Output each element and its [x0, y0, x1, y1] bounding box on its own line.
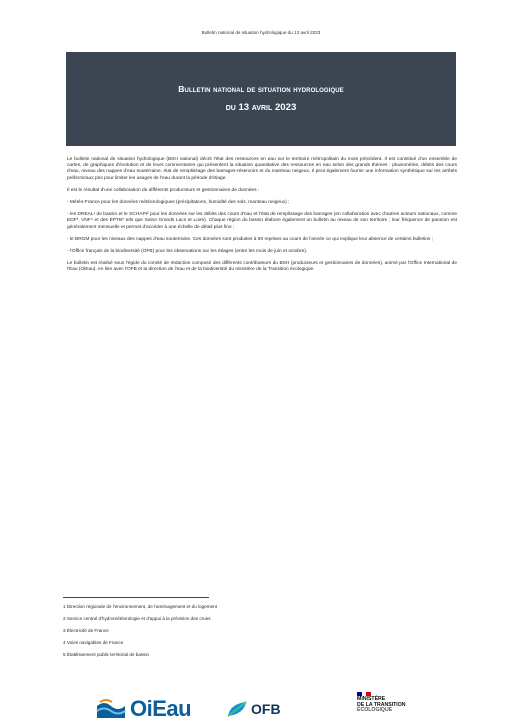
oieau-logo [96, 696, 191, 722]
running-header: Bulletin national de situation hydrologique du 13 avril 2023 [201, 30, 321, 35]
footnote: 1 Direction régionale de l'environnement, de l'aménagement et du logement [63, 604, 217, 609]
oieau-wave-icon [96, 698, 126, 720]
ministere-logo [357, 692, 406, 714]
footnote: 5 Établissement public territorial de bassin [63, 652, 150, 657]
title-banner [66, 52, 456, 146]
logo-strip [0, 692, 522, 722]
document-title: Bulletin national de situation hydrologique [178, 84, 344, 94]
paragraph: - Météo-France pour les données météorologiques (précipitations, humidité des sols, manteau neigeux) ; [67, 200, 290, 206]
paragraph: Le bulletin est réalisé sous l'égide du comité de rédaction composé des différents contributeurs du BSH (producteurs et gestionnaires de données), animé par l'Office International de l'Eau (OiEau), en lien avec l'OFB et la direction de l'eau et de la biodiversité du ministère de la Transition écologique. [67, 261, 457, 273]
footnote: 4 Voies navigables de France [63, 640, 124, 645]
paragraph: Il est le résultat d'une collaboration de différents producteurs et gestionnaires de données : [67, 187, 260, 193]
footnote: 3 Électricité de France [63, 628, 109, 633]
ministere-line: DE LA TRANSITION [357, 701, 406, 708]
oieau-logo-text: OiEau [130, 696, 192, 721]
footnote: 2 Service central d'hydrométéorologie et d'appui à la prévision des crues [63, 616, 211, 621]
document-date: du 13 avril 2023 [225, 102, 297, 113]
ofb-leaf-icon [226, 700, 248, 718]
ofb-logo [226, 700, 281, 718]
footnotes [63, 601, 363, 661]
ministere-line: ÉCOLOGIQUE [357, 707, 393, 714]
paragraph: - les DREAL¹ de bassin et le SCHAPI² pour les données sur les débits des cours d'eau et l'état de remplissage des barrages (en collaboration avec d'autres acteurs nationaux, comme EDF³, VNF⁴ et des EPTB⁵ tels que Seine Grands Lacs et Loire). Chaque région du bassin élabore également un bulletin au niveau de son territoire ; leur fréquence de parution est généralement mensuelle et permet d'accéder à une échelle de détail plus fine ; [67, 212, 457, 230]
paragraph: Le bulletin national de situation hydrologique (BSH national) décrit l'état des ressources en eau sur le territoire métropolitain du mois précédent. Il est constitué d'un ensemble de cartes, de graphiques d'évolution et de leurs commentaires qui présentent la situation quantitative des ressources en eau selon des grands thèmes : pluviométrie, débits des cours d'eau, niveau des nappes d'eau souterraine, état de remplissage des barrages-réservoirs et du manteau neigeux. Il peut également fournir une information synthétique sur les arrêtés préfectoraux pris pour limiter les usages de l'eau durant la période d'étiage. [67, 157, 457, 181]
body-text [67, 157, 457, 280]
ofb-logo-text: OFB [251, 701, 281, 717]
ministere-line: MINISTÈRE [357, 696, 386, 702]
paragraph: - l'Office français de la biodiversité (OFB) pour les observations sur les étiages (entre les mois de juin et octobre). [67, 249, 308, 255]
paragraph: - le BRGM pour les niveaux des nappes d'eau souterraine. Ces données sont produites à 60 reprises au cours de l'année ce qui explique leur absence de certains bulletins ; [67, 236, 434, 242]
footnote-divider [63, 597, 209, 598]
